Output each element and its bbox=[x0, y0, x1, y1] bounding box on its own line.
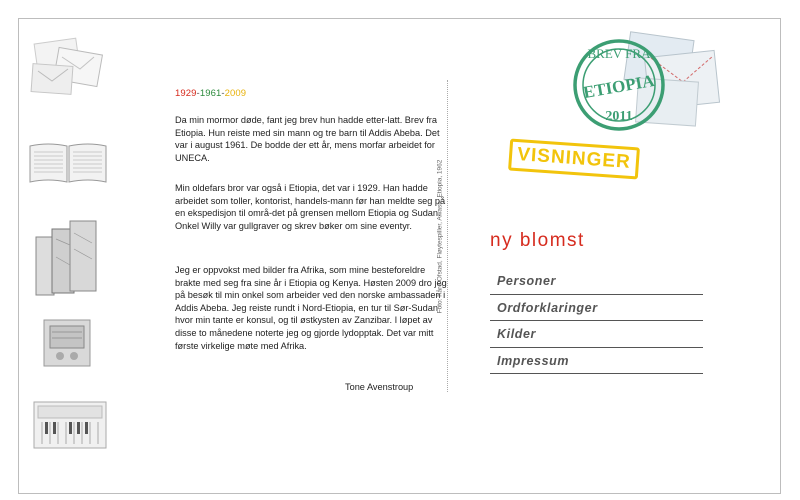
menu-item-ordforklaringer[interactable]: Ordforklaringer bbox=[490, 295, 703, 322]
visninger-badge[interactable]: VISNINGER bbox=[508, 139, 640, 180]
radio-thumbnail[interactable] bbox=[42, 318, 92, 368]
circular-postmark bbox=[575, 41, 663, 129]
menu-item-kilder[interactable]: Kilder bbox=[490, 321, 703, 348]
main-menu bbox=[490, 268, 703, 374]
books-stack-thumbnail[interactable] bbox=[32, 215, 102, 300]
year-2009: 2009 bbox=[224, 88, 247, 99]
year-1929: 1929 bbox=[175, 88, 197, 99]
intro-paragraph-2: Min oldefars bror var også i Etiopia, det var i 1929. Han hadde arbeidet som toller, kontorist, handels-mann før han meldte seg på en ekspedisjon til områ-det på grensen mellom Etiopia og Sudan. Onkel Willy var gullgraver og skrev bøker om sine eventyr. bbox=[175, 183, 446, 231]
intro-paragraph-3: Jeg er oppvokst med bilder fra Afrika, som mine besteforeldre brakte med seg fra sine år i Etiopia og Kenya. Høsten 2009 dro jeg på besøk til min onkel som arbeider ved den norske ambassaden i Addis Abeba. Jeg reiste rundt i Nord-Etiopia, en tur til Sør-Sudan hvor min tante er konsul, og til østkysten av Zanzibar. I løpet av disse to månedene noterte jeg og gjorde lydopptak. Det var mitt første virkelige møte med Afrika. bbox=[175, 265, 447, 351]
site-title: ny blomst bbox=[490, 230, 585, 251]
stamp-middle-text: ETIOPIA bbox=[581, 70, 656, 103]
author-signature: Tone Avenstroup bbox=[345, 382, 414, 392]
years-heading: 1929-1961-2009 bbox=[175, 88, 247, 99]
menu-item-personer[interactable]: Personer bbox=[490, 268, 703, 295]
brev-fra-etiopia-stamp[interactable] bbox=[565, 30, 725, 140]
menu-item-impressum[interactable]: Impressum bbox=[490, 348, 703, 375]
year-1961: 1961 bbox=[199, 88, 222, 99]
keyboard-thumbnail[interactable] bbox=[32, 398, 112, 453]
letters-thumbnail[interactable] bbox=[28, 35, 108, 100]
intro-paragraph-1: Da min mormor døde, fant jeg brev hun hadde etter-latt. Brev fra Etiopia. Hun reiste med sin mann og tre barn til Addis Abeba. Det var i august 1961. De bodde der ett år, mens morfar arbeidet for UNECA. bbox=[175, 115, 440, 163]
photo-caption: Foto: Kåre Ofstad, Fløytespiller, Awash, Etiopia, 1962 bbox=[436, 159, 444, 314]
stamp-year-text: 2011 bbox=[605, 109, 633, 124]
open-book-thumbnail[interactable] bbox=[28, 140, 108, 185]
divider-line bbox=[447, 80, 448, 392]
stamp-top-text: BREV FRA bbox=[587, 46, 651, 61]
